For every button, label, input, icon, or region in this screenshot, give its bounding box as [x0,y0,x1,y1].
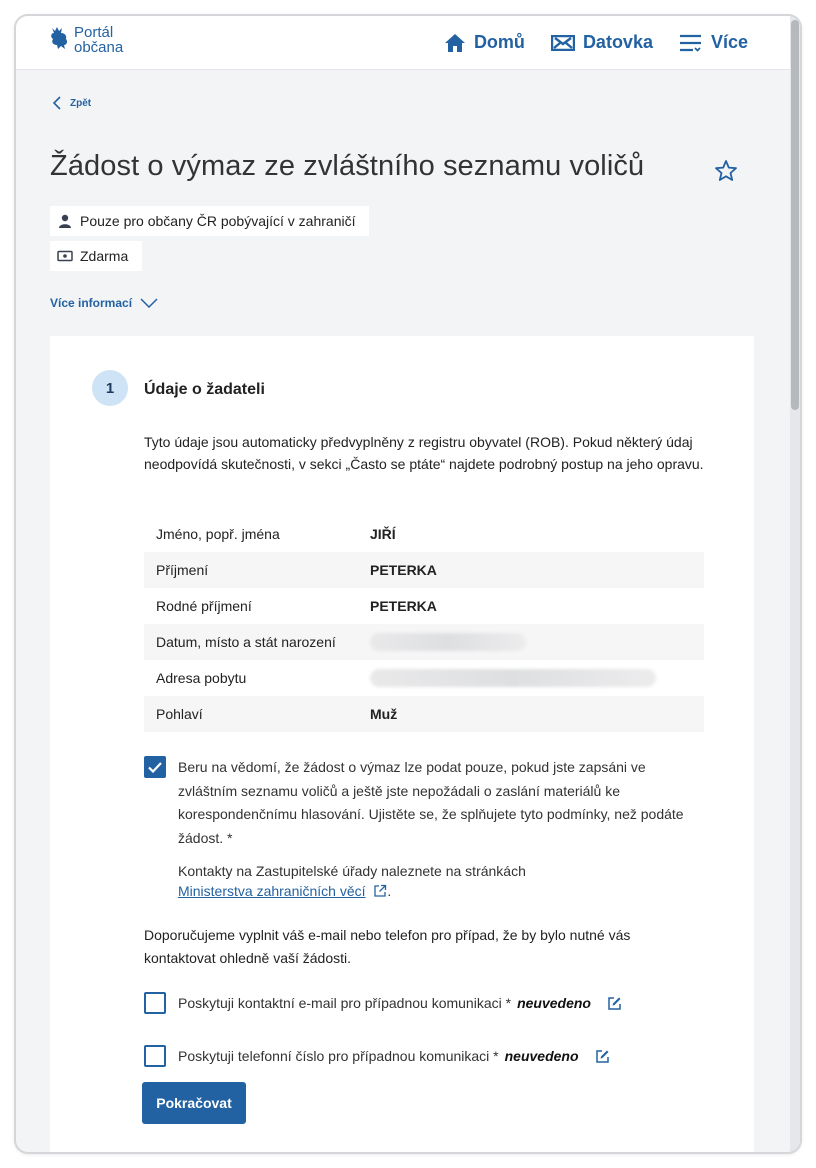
nav-home-label: Domů [473,32,525,52]
consent-text: Beru na vědomí, že žádost o výmaz lze podat pouze, pokud jste zapsáni ve zvláštním seznamu voličů a ještě jste nepožádali o zaslání materiálů ke korespondenčnímu hlasování. Ujistěte se, že splňujete tyto podmínky, než podáte žádost. * [178,759,684,846]
phone-status: neuvedeno [504,1048,579,1064]
citizens-abroad-badge [50,206,369,236]
price-badge [50,241,142,271]
blurred-value [370,633,526,651]
browser-frame [14,14,802,1154]
badge-label: Zdarma [80,248,129,264]
nav-home[interactable] [444,32,525,53]
money-icon [50,250,80,262]
nav-more[interactable] [679,32,748,53]
period: . [387,883,392,899]
nav-datovka-label: Datovka [582,32,653,52]
check-icon [148,762,162,773]
step-intro: Tyto údaje jsou automaticky předvyplněny z registru obyvatel (ROB). Pokud některý údaj neodpovídá skutečnosti, v sekci „Často se ptáte“ najdete podrobný postup na jeho opravu. [144,434,704,472]
top-header [16,16,792,70]
scrollbar-thumb[interactable] [791,20,799,410]
email-option [178,995,622,1011]
table-row [144,660,704,696]
more-info-label: Více informací [50,296,133,310]
blurred-value [370,669,656,687]
step-number: 1 [92,370,128,406]
table-row [144,696,704,732]
external-link-icon[interactable] [373,884,387,898]
edit-phone-icon[interactable] [595,1049,610,1064]
email-option-label: Poskytuji kontaktní e-mail pro případnou komunikaci * [178,995,512,1011]
contacts-text: Kontakty na Zastupitelské úřady naleznete na stránkách [178,863,526,879]
logo-line2: občana [74,39,124,56]
continue-button[interactable]: Pokračovat [142,1082,246,1124]
chevron-down-icon [140,298,158,308]
row-label: Datum, místo a stát narození [156,634,336,650]
row-value: Muž [370,706,398,722]
row-label: Adresa pobytu [156,670,247,686]
phone-checkbox[interactable] [144,1045,166,1067]
recommend-text: Doporučujeme vyplnit váš e-mail nebo telefon pro případ, že by bylo nutné vás kontaktovat ohledně vaší žádosti. [144,927,631,966]
row-value: JIŘÍ [370,526,396,542]
more-info-toggle[interactable] [50,296,158,310]
badge-label: Pouze pro občany ČR pobývající v zahraničí [80,213,356,229]
nav-more-label: Více [710,32,748,52]
edit-email-icon[interactable] [607,996,622,1011]
portal-logo[interactable] [48,25,123,55]
main-nav [444,32,748,53]
row-value: PETERKA [370,562,437,578]
person-icon [50,214,80,228]
form-card [50,336,754,1154]
email-checkbox[interactable] [144,992,166,1014]
row-label: Rodné příjmení [156,598,252,614]
consent-checkbox[interactable] [144,756,166,778]
star-icon[interactable] [714,159,738,183]
phone-option-label: Poskytuji telefonní číslo pro případnou komunikaci * [178,1048,499,1064]
row-label: Pohlaví [156,706,203,722]
row-value: PETERKA [370,598,437,614]
back-label: Zpět [70,97,92,109]
table-row [144,552,704,588]
chevron-left-icon [52,96,62,110]
applicant-table [144,516,704,732]
scrollbar-track[interactable] [790,16,800,1152]
page-title: Žádost o výmaz ze zvláštního seznamu voličů [50,150,645,182]
logo-line1: Portál [74,24,114,41]
logo-text [74,25,123,55]
lion-icon [48,25,70,51]
row-label: Jméno, popř. jména [156,526,280,542]
nav-datovka[interactable] [551,32,653,53]
phone-option [178,1048,610,1064]
home-icon [444,33,466,53]
contacts-info [178,861,698,901]
table-row [144,588,704,624]
row-label: Příjmení [156,562,209,578]
mzv-link[interactable]: Ministerstva zahraničních věcí [178,883,366,899]
email-status: neuvedeno [517,995,591,1011]
table-row [144,516,704,552]
table-row [144,624,704,660]
step-title: Údaje o žadateli [144,381,265,398]
mail-icon [551,35,575,51]
back-link[interactable] [52,96,91,110]
menu-icon [679,34,703,52]
